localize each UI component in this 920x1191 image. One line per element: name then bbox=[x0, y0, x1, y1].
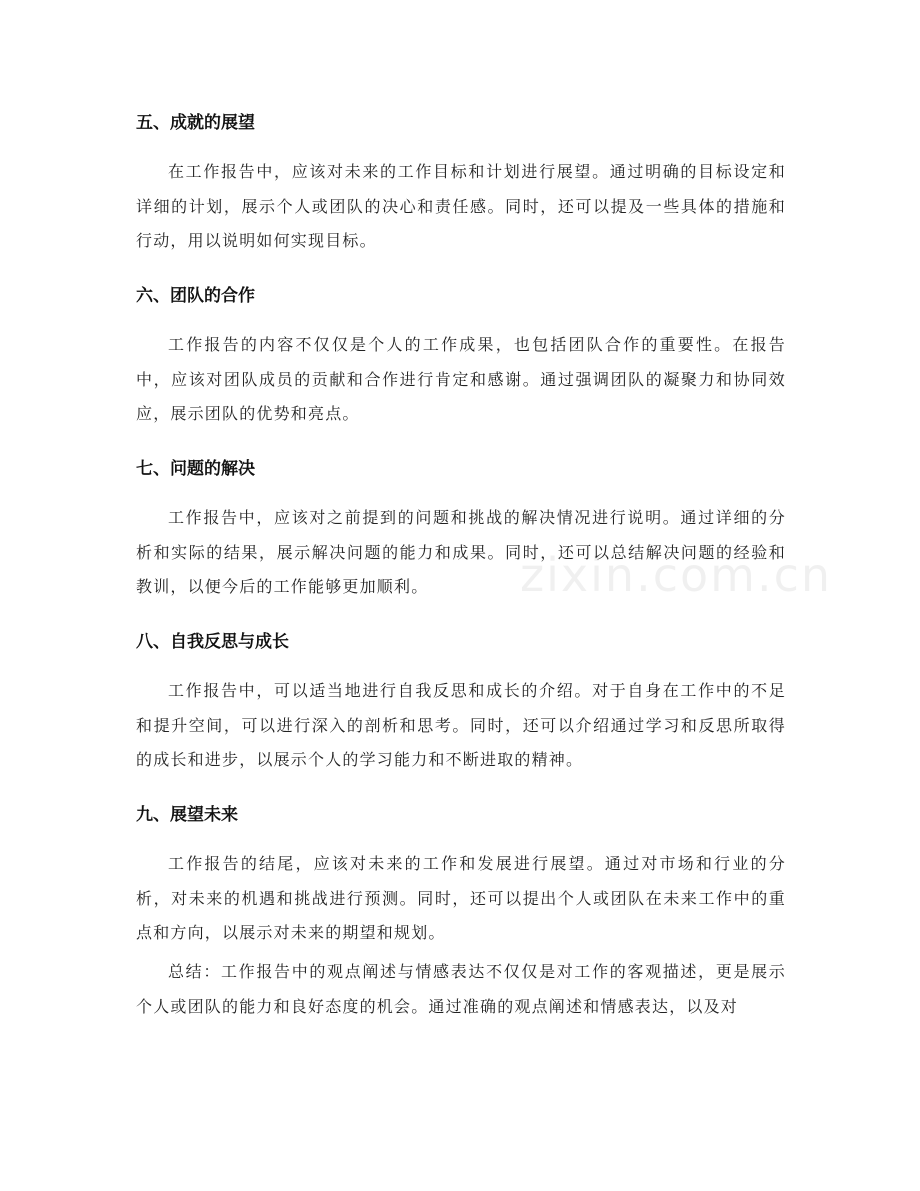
section-body-6: 工作报告的内容不仅仅是个人的工作成果，也包括团队合作的重要性。在报告中，应该对团队成员的贡献和合作进行肯定和感谢。通过强调团队的凝聚力和协同效应，展示团队的优势和亮点。 bbox=[136, 335, 786, 423]
section-title-8: 八、自我反思与成长 bbox=[136, 632, 289, 652]
section-title-9: 九、展望未来 bbox=[136, 805, 238, 825]
section-body-8: 工作报告中，可以适当地进行自我反思和成长的介绍。对于自身在工作中的不足和提升空间，可以进行深入的剖析和思考。同时，还可以介绍通过学习和反思所取得的成长和进步，以展示个人的学习能力和不断进取的精神。 bbox=[136, 681, 786, 769]
section-body-9: 工作报告的结尾，应该对未来的工作和发展进行展望。通过对市场和行业的分析，对未来的机遇和挑战进行预测。同时，还可以提出个人或团队在未来工作中的重点和方向，以展示对未来的期望和规划。 bbox=[136, 854, 786, 942]
section-title-7: 七、问题的解决 bbox=[136, 459, 255, 479]
summary-paragraph: 总结：工作报告中的观点阐述与情感表达不仅仅是对工作的客观描述，更是展示个人或团队的能力和良好态度的机会。通过准确的观点阐述和情感表达，以及对 bbox=[136, 962, 786, 1016]
watermark-text: zixin.com.cn bbox=[520, 548, 833, 602]
section-title-6: 六、团队的合作 bbox=[136, 286, 255, 306]
section-body-7: 工作报告中，应该对之前提到的问题和挑战的解决情况进行说明。通过详细的分析和实际的结果，展示解决问题的能力和成果。同时，还可以总结解决问题的经验和教训，以便今后的工作能够更加顺利。 bbox=[136, 508, 786, 596]
section-body-5: 在工作报告中，应该对未来的工作目标和计划进行展望。通过明确的目标设定和详细的计划，展示个人或团队的决心和责任感。同时，还可以提及一些具体的措施和行动，用以说明如何实现目标。 bbox=[136, 162, 786, 250]
section-title-5: 五、成就的展望 bbox=[136, 113, 255, 133]
